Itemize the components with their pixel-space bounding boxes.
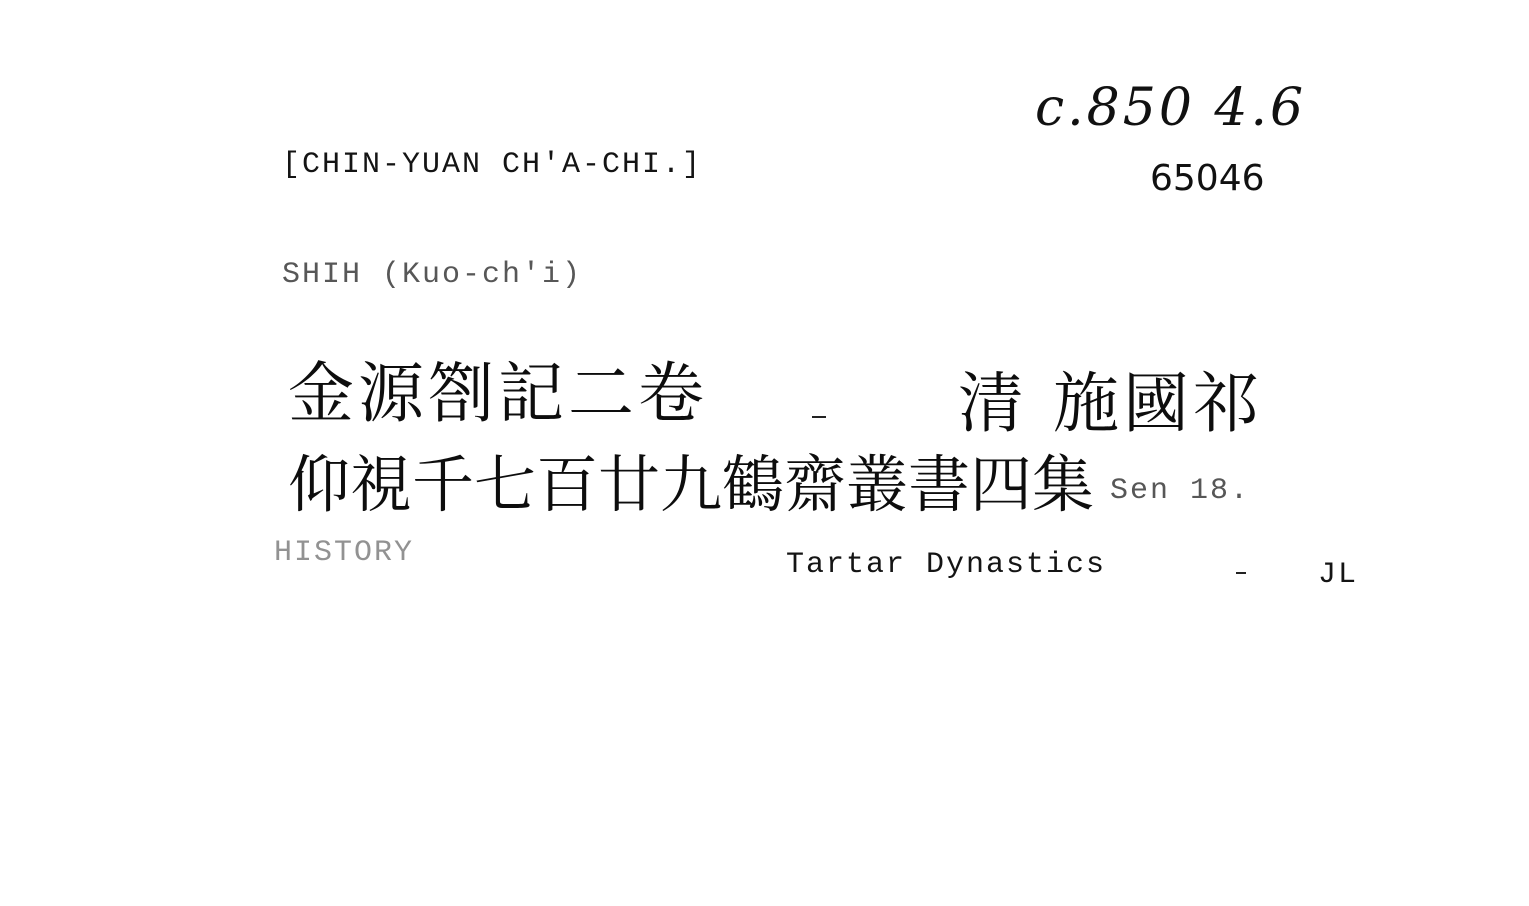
subject-heading: HISTORY <box>274 536 415 570</box>
card-author: SHIH (Kuo-ch'i) <box>282 258 583 292</box>
subject-detail: Tartar Dynastics <box>786 548 1107 582</box>
volume-note: Sen 18. <box>1110 474 1251 508</box>
call-number: c.850 4.6 <box>1035 78 1307 138</box>
chinese-title: 金源劄記二卷 <box>288 355 708 432</box>
cataloger-initials: JL <box>1318 558 1359 592</box>
speck-mark <box>812 416 826 418</box>
card-title: [CHIN-YUAN CH'A-CHI.] <box>282 148 703 182</box>
chinese-author: 清 施國祁 <box>958 365 1263 442</box>
chinese-series: 仰視千七百廿九鶴齋叢書四集 <box>288 448 1095 521</box>
accession-number: 65046 <box>1150 158 1265 199</box>
speck-mark <box>1236 572 1246 574</box>
